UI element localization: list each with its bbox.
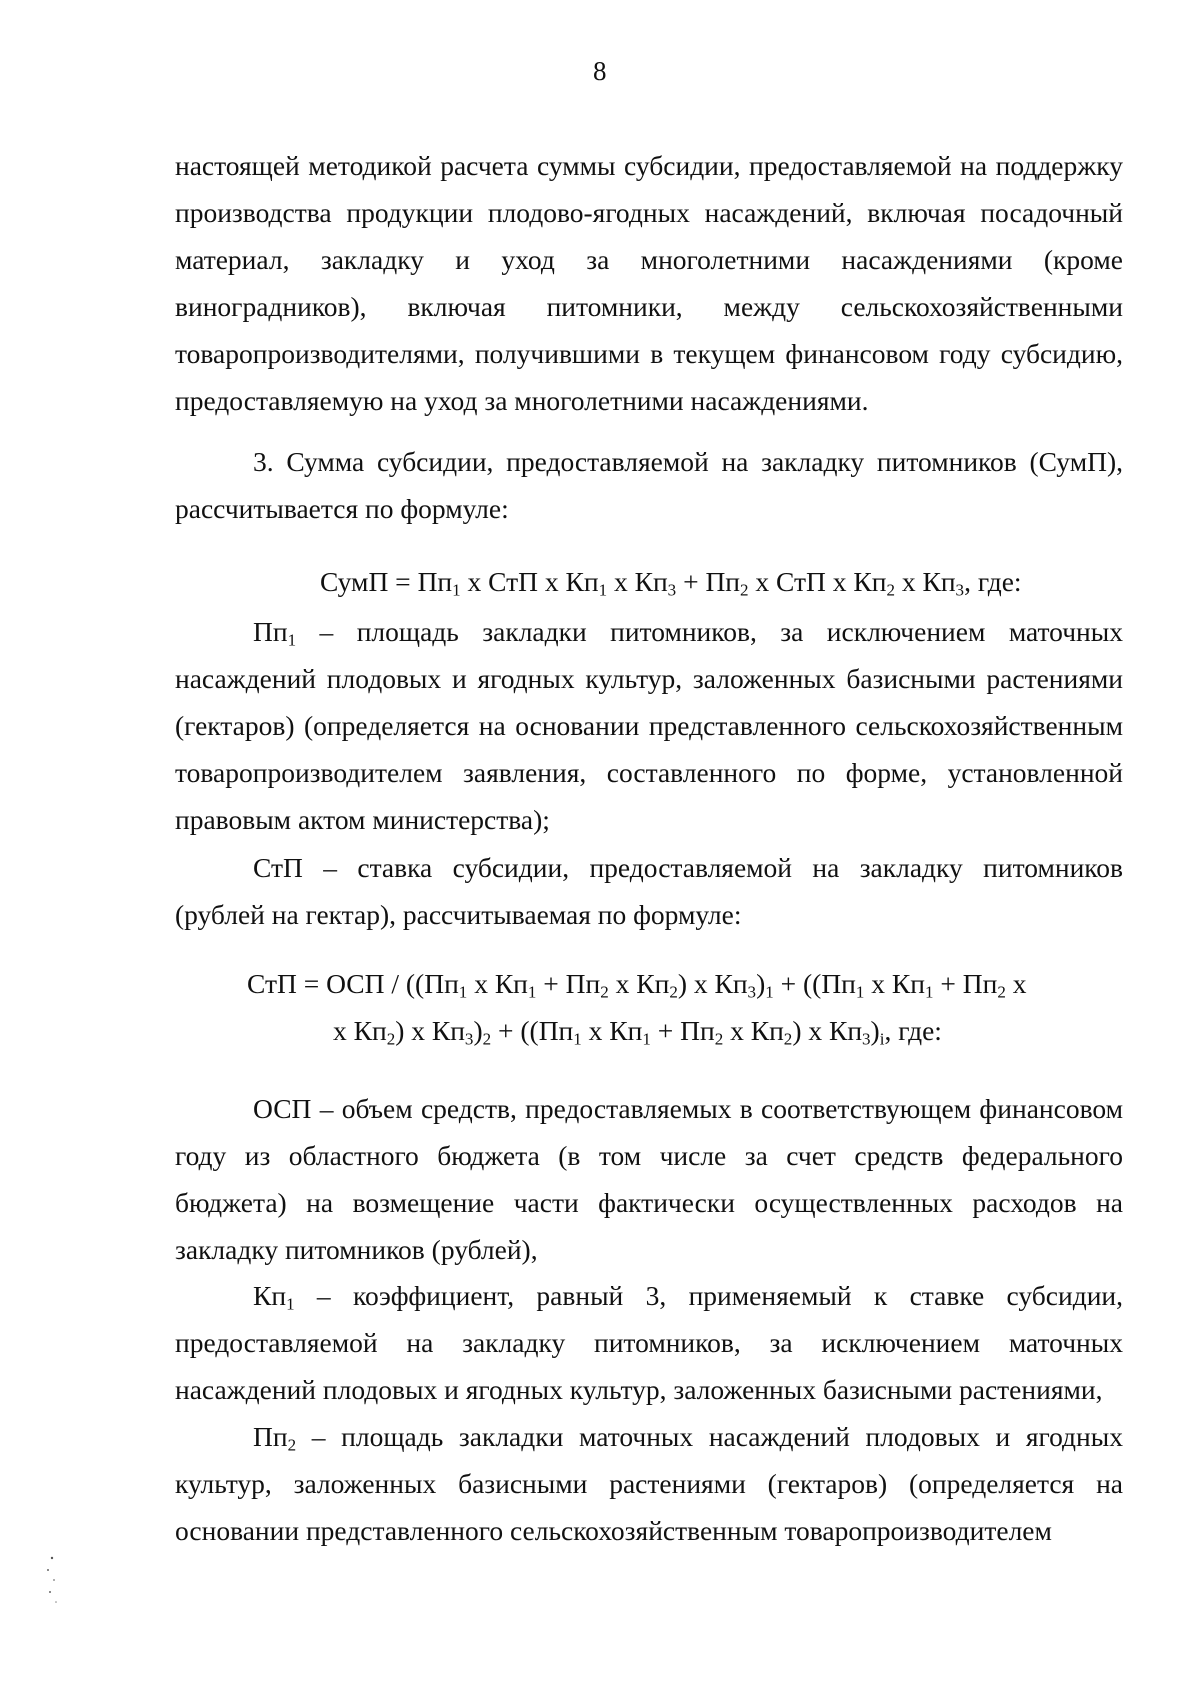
formula-subscript: i [879, 1029, 885, 1049]
page-number: 8 [593, 56, 607, 86]
definition-text: СтП – ставка субсидии, предоставляемой на закладку питомников (рублей на гектар), рассчитываемая по формуле: [175, 852, 1123, 930]
definition-pp2 [175, 1413, 1123, 1554]
paragraph-text: настоящей методикой расчета суммы субсидии, предоставляемой на поддержку производства продукции плодово-ягодных насаждений, включая посадочный материал, закладку и уход за многолетними насаждениями (кроме виноградников), включая питомники, между сельскохозяйственными товаропроизводителями, получившими в текущем финансовом году субсидию, предоставляемую на уход за многолетними насаждениями. [175, 150, 1123, 416]
formula-sump [320, 558, 1022, 605]
formula-part: х Кп [581, 1015, 643, 1046]
formula-part: х [1005, 968, 1027, 999]
formula-subscript: 3 [955, 580, 965, 600]
formula-part: х СтП х Кп [748, 566, 887, 597]
definition-subscript: 1 [286, 1294, 295, 1314]
formula-part: ) х Кп [792, 1015, 863, 1046]
formula-subscript: 1 [458, 982, 468, 1002]
formula-part: СумП = Пп [320, 566, 453, 597]
formula-part: + Пп [650, 1015, 715, 1046]
definition-symbol: Кп [253, 1280, 287, 1311]
definition-body: – площадь закладки питомников, за исключением маточных насаждений плодовых и ягодных культур, заложенных базисными растениями (гектаров) (определяется на основании представленного сельскохозяйственным товаропроизводителем заявления, составленного по форме, установленной правовым актом министерства); [175, 616, 1123, 835]
formula-subscript: 2 [997, 982, 1006, 1002]
formula-subscript: 3 [747, 982, 757, 1002]
formula-subscript: 1 [527, 982, 537, 1002]
paragraph-methodology-continuation [175, 142, 1123, 424]
formula-subscript: 1 [598, 580, 608, 600]
formula-subscript: 2 [482, 1029, 492, 1049]
formula-part: + Пп [676, 566, 741, 597]
formula-subscript: 3 [862, 1029, 871, 1049]
formula-part: ) [473, 1015, 483, 1046]
formula-subscript: 1 [452, 580, 461, 600]
formula-part: + Пп [933, 968, 998, 999]
formula-subscript: 2 [886, 580, 895, 600]
scan-specks-decoration [40, 1550, 80, 1610]
formula-part: х Кп [608, 968, 670, 999]
definition-subscript: 1 [287, 630, 297, 650]
formula-subscript: 2 [600, 982, 609, 1002]
formula-part: + Пп [536, 968, 601, 999]
formula-part: х СтП х Кп [460, 566, 599, 597]
formula-subscript: 1 [924, 982, 934, 1002]
formula-subscript: 1 [642, 1029, 651, 1049]
paragraph-section-3 [175, 438, 1123, 532]
formula-part: , где: [884, 1015, 942, 1046]
formula-part: х Кп [333, 1015, 387, 1046]
formula-subscript: 1 [855, 982, 865, 1002]
formula-part: , где: [964, 566, 1022, 597]
definition-osp [175, 1085, 1123, 1273]
formula-stp-line-2 [333, 1007, 942, 1054]
formula-stp-line-1 [247, 960, 1026, 1007]
formula-subscript: 1 [765, 982, 774, 1002]
formula-part: х Кп [467, 968, 528, 999]
formula-subscript: 1 [573, 1029, 582, 1049]
formula-part: ) [870, 1015, 880, 1046]
formula-subscript: 2 [669, 982, 678, 1002]
definition-stp [175, 844, 1123, 938]
definition-kp1 [175, 1272, 1123, 1413]
formula-subscript: 2 [783, 1029, 793, 1049]
formula-part: х Кп [894, 566, 956, 597]
formula-subscript: 2 [740, 580, 749, 600]
definition-body: – площадь закладки маточных насаждений плодовых и ягодных культур, заложенных базисными растениями (гектаров) (определяется на основании представленного сельскохозяйственным товаропроизводителем [175, 1421, 1123, 1546]
formula-part: ) [756, 968, 766, 999]
paragraph-text: 3. Сумма субсидии, предоставляемой на закладку питомников (СумП), рассчитывается по формуле: [175, 446, 1123, 524]
formula-part: + ((Пп [773, 968, 856, 999]
formula-part: ) х Кп [395, 1015, 465, 1046]
formula-subscript: 3 [667, 580, 677, 600]
definition-symbol: Пп [253, 1421, 288, 1452]
formula-part: х Кп [723, 1015, 784, 1046]
formula-part: х Кп [607, 566, 668, 597]
definition-text: ОСП – объем средств, предоставляемых в соответствующем финансовом году из областного бюджета (в том числе за счет средств федерального бюджета) на возмещение части фактически осуществленных расходов на закладку питомников (рублей), [175, 1093, 1123, 1265]
formula-subscript: 2 [714, 1029, 724, 1049]
definition-text [175, 1272, 1123, 1413]
definition-pp1 [175, 608, 1123, 843]
definition-body: – коэффициент, равный 3, применяемый к ставке субсидии, предоставляемой на закладку питомников, за исключением маточных насаждений плодовых и ягодных культур, заложенных базисными растениями, [175, 1280, 1123, 1405]
formula-part: ) х Кп [677, 968, 748, 999]
formula-subscript: 2 [386, 1029, 396, 1049]
definition-text [175, 608, 1123, 843]
formula-part: + ((Пп [491, 1015, 574, 1046]
formula-part: х Кп [864, 968, 925, 999]
definition-subscript: 2 [287, 1435, 297, 1455]
definition-text [175, 1413, 1123, 1554]
definition-symbol: Пп [253, 616, 288, 647]
formula-part: СтП = ОСП / ((Пп [247, 968, 459, 999]
formula-subscript: 3 [464, 1029, 474, 1049]
